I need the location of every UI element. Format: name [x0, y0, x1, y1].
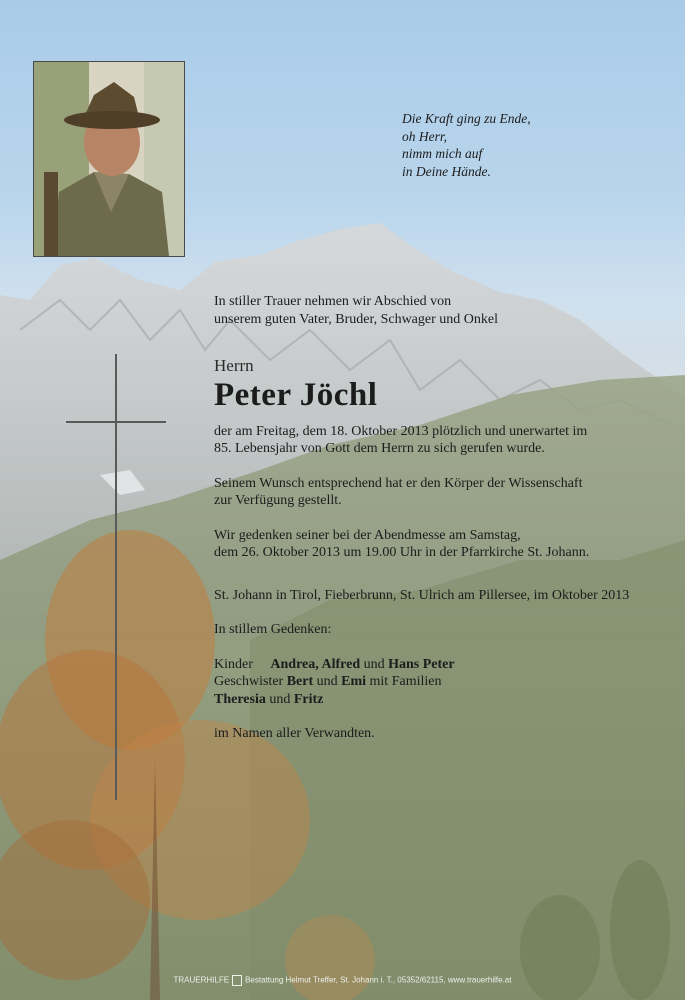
memorial-verse: [402, 110, 531, 180]
siblings-line: [214, 673, 664, 691]
conjunction: und: [363, 656, 385, 672]
siblings-label: Geschwister: [214, 674, 284, 689]
conjunction: und: [269, 691, 291, 707]
conjunction: und: [316, 674, 338, 689]
sibling-name: Theresia: [214, 691, 266, 707]
death-notice-line: 85. Lebensjahr von Gott dem Herrn zu sich gerufen wurde.: [214, 441, 545, 456]
children-line: [214, 656, 664, 674]
cross-horizontal-bar: [66, 421, 166, 423]
verse-line: in Deine Hände.: [402, 163, 491, 179]
funeral-logo-icon: [232, 975, 242, 986]
children-names: Andrea, Alfred: [270, 656, 361, 672]
footer-brand: TRAUERHILFE: [173, 975, 230, 985]
children-last: Hans Peter: [388, 656, 455, 672]
footer-text: Bestattung Helmut Treffer, St. Johann i. T., 05352/62115, www.trauerhilfe.at: [245, 975, 512, 985]
remembrance-heading: In stillem Gedenken:: [214, 622, 332, 637]
sibling-name: Emi: [341, 674, 367, 689]
wish-line: Seinem Wunsch entsprechend hat er den Körper der Wissenschaft: [214, 475, 583, 491]
relatives-line: im Namen aller Verwandten.: [214, 726, 375, 741]
verse-line: nimm mich auf: [402, 146, 483, 161]
verse-line: Die Kraft ging zu Ende,: [402, 111, 531, 126]
siblings-suffix: mit Familien: [369, 674, 442, 689]
intro-line: In stiller Trauer nehmen wir Abschied von: [214, 294, 452, 309]
wish-line: zur Verfügung gestellt.: [214, 493, 342, 508]
footer: [0, 975, 685, 986]
verse-line: oh Herr,: [402, 128, 448, 144]
sibling-name: Fritz: [293, 691, 324, 707]
place-date: St. Johann in Tirol, Fieberbrunn, St. Ulrich am Pillersee, im Oktober 2013: [214, 587, 630, 603]
mass-line: dem 26. Oktober 2013 um 19.00 Uhr in der Pfarrkirche St. Johann.: [214, 545, 590, 560]
obituary-text: [214, 293, 664, 743]
sibling-name: Bert: [286, 674, 314, 689]
death-notice-line: der am Freitag, dem 18. Oktober 2013 plötzlich und unerwartet im: [214, 423, 588, 439]
portrait-photo: [33, 61, 185, 257]
deceased-name: Peter Jöchl: [214, 376, 378, 413]
siblings-line-2: [214, 691, 664, 709]
children-label: Kinder: [214, 656, 253, 672]
mass-line: Wir gedenken seiner bei der Abendmesse am Samstag,: [214, 527, 521, 543]
intro-line: unserem guten Vater, Bruder, Schwager und Onkel: [214, 311, 498, 327]
salutation: Herrn: [214, 356, 254, 375]
